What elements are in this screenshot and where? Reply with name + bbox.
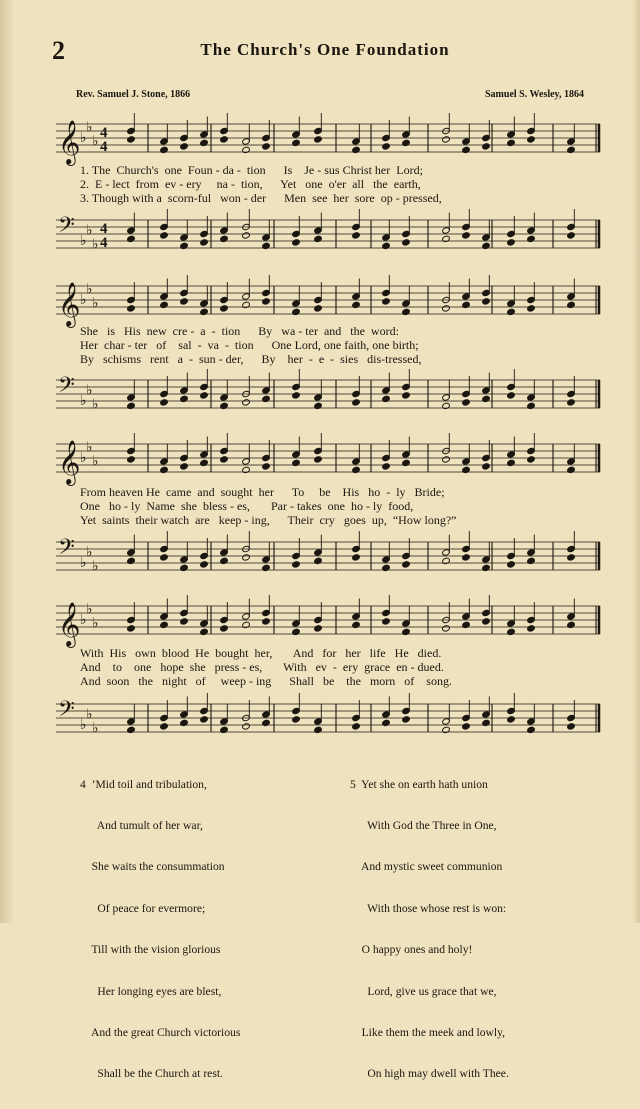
note-head	[160, 723, 169, 730]
note-head	[352, 554, 361, 561]
verse-line: On high may dwell with Thee.	[350, 1067, 509, 1081]
flat-icon: ♭	[86, 601, 93, 618]
note-head	[242, 621, 251, 628]
lyric-line: By schisms rent a - sun - der, By her - e - sies dis-tressed,	[80, 352, 422, 366]
flat-icon: ♭	[86, 222, 93, 239]
note-head	[160, 554, 169, 561]
note-head	[402, 239, 411, 246]
note-head	[507, 139, 516, 146]
note-head	[402, 139, 411, 146]
note-head	[292, 716, 301, 723]
note-head	[402, 628, 411, 635]
note-head	[482, 298, 491, 305]
treble-clef-icon: 𝄞	[58, 440, 81, 484]
note-head	[442, 136, 451, 143]
staff-lines	[56, 380, 600, 408]
note-head	[127, 235, 136, 242]
note-head	[507, 716, 516, 723]
staff-lines	[56, 542, 600, 570]
note-head	[482, 463, 491, 470]
note-head	[127, 557, 136, 564]
verse-line: And the great Church victorious	[80, 1025, 241, 1039]
note-head	[382, 463, 391, 470]
time-signature: 4	[100, 235, 108, 251]
bass-staff-4	[56, 696, 600, 740]
note-head	[567, 723, 576, 730]
page-edge-shadow	[632, 0, 640, 923]
lyric-line: One ho - ly Name she bless - es, Par - takes one ho - ly food,	[80, 499, 414, 513]
lyric-line: Her char - ter of sal - va - tion One Lord, one faith, one birth;	[80, 338, 419, 352]
page-number: 2	[52, 36, 65, 65]
treble-clef-icon: 𝄞	[58, 120, 81, 164]
note-head	[160, 399, 169, 406]
note-head	[292, 392, 301, 399]
note-head	[442, 235, 451, 242]
note-head	[507, 561, 516, 568]
note-head	[482, 564, 491, 571]
note-head	[382, 298, 391, 305]
staff-lines	[56, 444, 600, 472]
lyric-line: 3. Though with a scorn-ful won - der Men see her sore op - pressed,	[80, 191, 442, 205]
note-head	[462, 146, 471, 153]
lyric-line: 2. E - lect from ev - ery na - tion, Yet one o'er all the earth,	[80, 177, 421, 191]
note-head	[127, 625, 136, 632]
note-head	[442, 456, 451, 463]
lyric-line: With His own blood He bought her, And for her life He died.	[80, 646, 442, 660]
note-head	[180, 564, 189, 571]
note-head	[352, 723, 361, 730]
flat-icon: ♭	[80, 393, 87, 409]
note-head	[200, 561, 209, 568]
note-head	[527, 726, 536, 733]
flat-icon: ♭	[92, 396, 99, 413]
note-head	[352, 232, 361, 239]
note-head	[262, 242, 271, 249]
note-head	[442, 557, 451, 564]
note-head	[462, 466, 471, 473]
note-head	[180, 395, 189, 402]
note-head	[200, 459, 209, 466]
note-head	[262, 395, 271, 402]
flat-icon: ♭	[80, 130, 87, 146]
note-head	[200, 139, 209, 146]
note-head	[262, 719, 271, 726]
note-head	[442, 625, 451, 632]
note-head	[462, 621, 471, 628]
note-head	[242, 723, 251, 730]
bass-staff-2	[56, 372, 600, 416]
note-head	[292, 239, 301, 246]
note-head	[382, 242, 391, 249]
note-head	[462, 232, 471, 239]
time-signature: 4	[100, 139, 108, 155]
note-head	[402, 308, 411, 315]
flat-icon: ♭	[80, 612, 87, 628]
treble-clef-icon: 𝄞	[58, 602, 81, 646]
note-head	[127, 456, 136, 463]
staff-lines	[56, 606, 600, 634]
note-head	[200, 716, 209, 723]
note-head	[220, 402, 229, 409]
note-head	[160, 301, 169, 308]
verse-line: With God the Three in One,	[350, 818, 497, 832]
flat-icon: ♭	[86, 439, 93, 456]
flat-icon: ♭	[80, 233, 87, 249]
flat-icon: ♭	[80, 717, 87, 733]
treble-staff-4	[56, 598, 600, 646]
verse-line: She waits the consummation	[80, 860, 225, 874]
note-head	[527, 625, 536, 632]
staff-lines	[56, 704, 600, 732]
verse-line: Till with the vision glorious	[80, 943, 221, 957]
note-head	[314, 235, 323, 242]
verse-line: Her longing eyes are blest,	[80, 984, 222, 998]
note-head	[382, 564, 391, 571]
verse-line: Like them the meek and lowly,	[350, 1025, 506, 1039]
note-head	[242, 301, 251, 308]
verse-5	[350, 750, 509, 1109]
note-head	[160, 232, 169, 239]
flat-icon: ♭	[86, 119, 93, 136]
note-head	[314, 402, 323, 409]
page-gutter-shadow	[0, 0, 14, 923]
flat-icon: ♭	[86, 382, 93, 399]
note-head	[442, 305, 451, 312]
note-head	[507, 628, 516, 635]
author-credit: Rev. Samuel J. Stone, 1866	[76, 89, 191, 100]
note-head	[482, 618, 491, 625]
flat-icon: ♭	[92, 615, 99, 632]
note-head	[402, 392, 411, 399]
note-head	[180, 242, 189, 249]
note-head	[314, 136, 323, 143]
bass-clef-icon: 𝄢	[58, 697, 75, 728]
note-head	[220, 726, 229, 733]
note-head	[220, 305, 229, 312]
note-head	[180, 143, 189, 150]
note-head	[292, 459, 301, 466]
note-head	[442, 726, 451, 733]
lyric-line: And to one hope she press - es, With ev - ery grace en - dued.	[80, 660, 444, 674]
note-head	[567, 621, 576, 628]
note-head	[352, 146, 361, 153]
note-head	[352, 621, 361, 628]
note-head	[180, 719, 189, 726]
flat-icon: ♭	[80, 292, 87, 308]
flat-icon: ♭	[92, 295, 99, 312]
time-signature: 4	[100, 125, 108, 141]
note-head	[127, 136, 136, 143]
verse-line: And tumult of her war,	[80, 818, 203, 832]
note-head	[482, 395, 491, 402]
note-head	[262, 298, 271, 305]
note-head	[567, 301, 576, 308]
note-head	[462, 554, 471, 561]
note-head	[242, 146, 251, 153]
composer-credit: Samuel S. Wesley, 1864	[485, 89, 584, 100]
note-head	[314, 557, 323, 564]
note-head	[402, 459, 411, 466]
note-head	[314, 456, 323, 463]
treble-staff-3	[56, 436, 600, 484]
flat-icon: ♭	[86, 281, 93, 298]
note-head	[567, 554, 576, 561]
note-head	[292, 628, 301, 635]
note-head	[292, 139, 301, 146]
note-head	[352, 466, 361, 473]
note-head	[200, 628, 209, 635]
note-head	[382, 143, 391, 150]
verse-line: Of peace for evermore;	[80, 901, 206, 915]
flat-icon: ♭	[80, 555, 87, 571]
note-head	[442, 402, 451, 409]
note-head	[352, 399, 361, 406]
flat-icon: ♭	[86, 544, 93, 561]
verse-line: 4 ’Mid toil and tribulation,	[80, 777, 207, 791]
note-head	[507, 308, 516, 315]
note-head	[352, 301, 361, 308]
note-head	[462, 301, 471, 308]
staff-lines	[56, 286, 600, 314]
verse-line: Shall be the Church at rest.	[80, 1067, 223, 1081]
bass-clef-icon: 𝄢	[58, 535, 75, 566]
bass-staff-1	[56, 212, 600, 256]
note-head	[482, 719, 491, 726]
note-head	[567, 399, 576, 406]
note-head	[314, 305, 323, 312]
note-head	[127, 402, 136, 409]
treble-clef-icon: 𝄞	[58, 282, 81, 326]
flat-icon: ♭	[92, 558, 99, 575]
bass-staff-3	[56, 534, 600, 578]
note-head	[160, 146, 169, 153]
note-head	[220, 235, 229, 242]
note-head	[507, 239, 516, 246]
bass-clef-icon: 𝄢	[58, 373, 75, 404]
treble-staff-2	[56, 278, 600, 326]
note-head	[314, 625, 323, 632]
note-head	[462, 399, 471, 406]
staff-lines	[56, 220, 600, 248]
note-head	[527, 305, 536, 312]
verse-line: 5 Yet she on earth hath union	[350, 777, 488, 791]
note-head	[567, 232, 576, 239]
note-head	[382, 719, 391, 726]
note-head	[242, 399, 251, 406]
note-head	[160, 621, 169, 628]
note-head	[527, 402, 536, 409]
note-head	[402, 561, 411, 568]
note-head	[402, 716, 411, 723]
lyric-line: And soon the night of weep - ing Shall be the morn of song.	[80, 674, 452, 688]
verse-line: And mystic sweet communion	[350, 860, 503, 874]
note-head	[220, 557, 229, 564]
verse-line: Lord, give us grace that we,	[350, 984, 497, 998]
flat-icon: ♭	[92, 236, 99, 253]
note-head	[127, 726, 136, 733]
note-head	[482, 242, 491, 249]
lyric-line: From heaven He came and sought her To be His ho - ly Bride;	[80, 485, 445, 499]
lyric-line: Yet saints their watch are keep - ing, Their cry goes up, “How long?”	[80, 513, 457, 527]
note-head	[220, 456, 229, 463]
note-head	[127, 305, 136, 312]
note-head	[242, 554, 251, 561]
note-head	[462, 723, 471, 730]
bass-clef-icon: 𝄢	[58, 213, 75, 244]
note-head	[262, 564, 271, 571]
flat-icon: ♭	[92, 453, 99, 470]
note-head	[527, 557, 536, 564]
verse-line: O happy ones and holy!	[350, 943, 473, 957]
note-head	[262, 463, 271, 470]
flat-icon: ♭	[92, 720, 99, 737]
note-head	[262, 618, 271, 625]
staff-lines	[56, 124, 600, 152]
note-head	[567, 146, 576, 153]
time-signature: 4	[100, 221, 108, 237]
lyric-line: She is His new cre - a - tion By wa - ter and the word:	[80, 324, 399, 338]
note-head	[180, 298, 189, 305]
note-head	[262, 143, 271, 150]
note-head	[242, 232, 251, 239]
note-head	[527, 235, 536, 242]
note-head	[507, 392, 516, 399]
note-head	[527, 136, 536, 143]
note-head	[314, 726, 323, 733]
note-head	[220, 625, 229, 632]
note-head	[200, 392, 209, 399]
note-head	[220, 136, 229, 143]
note-head	[292, 561, 301, 568]
flat-icon: ♭	[86, 706, 93, 723]
hymn-title: The Church's One Foundation	[200, 40, 450, 59]
note-head	[180, 463, 189, 470]
note-head	[567, 466, 576, 473]
lyric-line: 1. The Church's one Foun - da - tion Is Je - sus Christ her Lord;	[80, 163, 423, 177]
verse-line: With those whose rest is won:	[350, 901, 507, 915]
treble-staff-1	[56, 116, 600, 164]
note-head	[292, 308, 301, 315]
note-head	[180, 618, 189, 625]
flat-icon: ♭	[80, 450, 87, 466]
note-head	[200, 239, 209, 246]
note-head	[507, 459, 516, 466]
note-head	[200, 308, 209, 315]
note-head	[242, 466, 251, 473]
verse-4	[80, 750, 240, 1109]
note-head	[382, 618, 391, 625]
note-head	[382, 395, 391, 402]
flat-icon: ♭	[92, 133, 99, 150]
note-head	[527, 456, 536, 463]
note-head	[482, 143, 491, 150]
note-head	[160, 466, 169, 473]
